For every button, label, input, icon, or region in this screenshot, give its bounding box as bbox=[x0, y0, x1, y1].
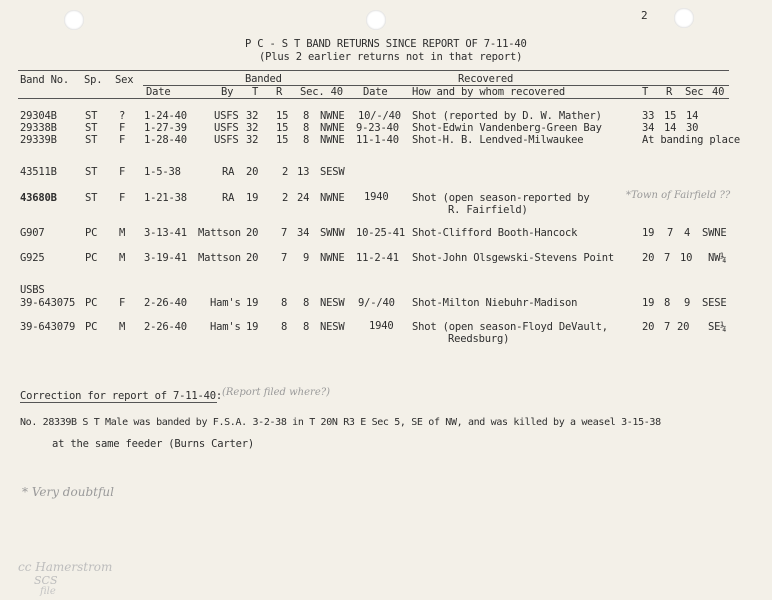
how-recovered-cont: Reedsburg) bbox=[448, 333, 510, 345]
col-rec-40: 40 bbox=[712, 86, 725, 98]
punch-hole bbox=[64, 10, 84, 30]
rec-forty: SWNE bbox=[702, 227, 727, 239]
species: PC bbox=[85, 227, 98, 239]
species: ST bbox=[85, 110, 98, 122]
recovered-date: 9-23-40 bbox=[356, 122, 399, 134]
banded-date: 1-24-40 bbox=[144, 110, 187, 122]
footnote-handwritten: * Very doubtful bbox=[22, 485, 114, 499]
forty: NESW bbox=[320, 321, 345, 333]
range: 15 bbox=[276, 122, 289, 134]
how-recovered: Shot-John Olsgewski-Stevens Point bbox=[412, 252, 615, 264]
col-how: How and by whom recovered bbox=[412, 86, 566, 98]
species: ST bbox=[85, 192, 98, 204]
header-rule-top bbox=[18, 70, 729, 71]
col-rec-range: R bbox=[666, 86, 673, 98]
forty: SESW bbox=[320, 166, 345, 178]
recovered-date: 9/-/40 bbox=[358, 297, 395, 309]
banded-by: RA bbox=[222, 166, 235, 178]
rec-range: 8 bbox=[664, 297, 671, 309]
col-recovered-date: Date bbox=[363, 86, 388, 98]
col-sex: Sex bbox=[115, 74, 134, 86]
range: 8 bbox=[281, 321, 288, 333]
band-no: 29339B bbox=[20, 134, 57, 146]
signature-line-3: file bbox=[40, 586, 56, 597]
how-recovered: Shot-Edwin Vandenberg-Green Bay bbox=[412, 122, 602, 134]
township: 19 bbox=[246, 192, 259, 204]
rec-section: 9 bbox=[684, 297, 691, 309]
recovered-date: 1940 bbox=[364, 191, 389, 203]
page-number: 2 bbox=[641, 9, 648, 22]
recovered-date: 10/-/40 bbox=[358, 110, 401, 122]
section: 13 bbox=[297, 166, 310, 178]
col-by: By bbox=[221, 86, 234, 98]
banded-date: 1-27-39 bbox=[144, 122, 187, 134]
col-recovered: Recovered bbox=[458, 73, 514, 85]
township: 19 bbox=[246, 321, 259, 333]
how-recovered: Shot-H. B. Lendved-Milwaukee bbox=[412, 134, 584, 146]
rec-location-note: At banding place bbox=[642, 134, 740, 146]
banded-by: Ham's bbox=[210, 297, 241, 309]
forty: NWNE bbox=[320, 252, 345, 264]
sex: M bbox=[119, 252, 126, 264]
col-species: Sp. bbox=[84, 74, 103, 86]
forty: NWNE bbox=[320, 122, 345, 134]
recovered-date: 11-2-41 bbox=[356, 252, 399, 264]
how-recovered: Shot-Milton Niebuhr-Madison bbox=[412, 297, 578, 309]
township: 19 bbox=[246, 297, 259, 309]
rec-township: 34 bbox=[642, 122, 655, 134]
range: 2 bbox=[282, 192, 289, 204]
rec-range: 7 bbox=[667, 227, 674, 239]
sex: F bbox=[119, 192, 126, 204]
range: 2 bbox=[282, 166, 289, 178]
forty: NWNE bbox=[320, 134, 345, 146]
how-recovered: Shot-Clifford Booth-Hancock bbox=[412, 227, 578, 239]
section: 34 bbox=[297, 227, 310, 239]
forty: NWNE bbox=[320, 110, 345, 122]
section: 8 bbox=[303, 110, 310, 122]
rec-township: 19 bbox=[642, 227, 655, 239]
forty: NESW bbox=[320, 297, 345, 309]
species: PC bbox=[85, 252, 98, 264]
rec-township: 20 bbox=[642, 252, 655, 264]
banded-by: USFS bbox=[214, 134, 239, 146]
recovered-date: 1940 bbox=[369, 320, 394, 332]
species: ST bbox=[85, 166, 98, 178]
how-recovered: Shot (open season-Floyd DeVault, bbox=[412, 321, 608, 333]
sex: M bbox=[119, 321, 126, 333]
rec-forty: NW¼ bbox=[708, 252, 727, 264]
col-range: R bbox=[276, 86, 283, 98]
band-no: 29304B bbox=[20, 110, 57, 122]
township: 32 bbox=[246, 122, 259, 134]
rec-section: 30 bbox=[686, 122, 699, 134]
banded-by: Mattson bbox=[198, 227, 241, 239]
sex: M bbox=[119, 227, 126, 239]
rec-range: 15 bbox=[664, 110, 677, 122]
banded-date: 1-28-40 bbox=[144, 134, 187, 146]
range: 15 bbox=[276, 134, 289, 146]
section: 8 bbox=[303, 297, 310, 309]
rec-township: 20 bbox=[642, 321, 655, 333]
sex: F bbox=[119, 134, 126, 146]
how-recovered-cont: R. Fairfield) bbox=[448, 204, 528, 216]
rec-range: 7 bbox=[664, 321, 671, 333]
sex: F bbox=[119, 166, 126, 178]
page-subtitle: (Plus 2 earlier returns not in that report) bbox=[259, 51, 523, 63]
recovered-date: 10-25-41 bbox=[356, 227, 405, 239]
banded-by: USFS bbox=[214, 122, 239, 134]
banded-date: 2-26-40 bbox=[144, 297, 187, 309]
section: 8 bbox=[303, 134, 310, 146]
forty: NWNE bbox=[320, 192, 345, 204]
banded-by: USFS bbox=[214, 110, 239, 122]
col-township: T bbox=[252, 86, 259, 98]
margin-note: *Town of Fairfield ?? bbox=[626, 190, 731, 201]
banded-date: 3-13-41 bbox=[144, 227, 187, 239]
banded-date: 1-21-38 bbox=[144, 192, 187, 204]
section: 8 bbox=[303, 321, 310, 333]
township: 32 bbox=[246, 110, 259, 122]
banded-by: Mattson bbox=[198, 252, 241, 264]
signature-line-2: SCS bbox=[34, 574, 58, 587]
page-title: P C - S T BAND RETURNS SINCE REPORT OF 7-11-40 bbox=[245, 38, 527, 50]
band-no: 43680B bbox=[20, 192, 57, 204]
band-no: 29338B bbox=[20, 122, 57, 134]
rec-section: 4 bbox=[684, 227, 691, 239]
rec-section: 20 bbox=[677, 321, 690, 333]
rec-forty: SESE bbox=[702, 297, 727, 309]
col-banded: Banded bbox=[245, 73, 282, 85]
band-no: 43511B bbox=[20, 166, 57, 178]
header-rule-bottom bbox=[18, 98, 729, 99]
banded-by: RA bbox=[222, 192, 235, 204]
section: 8 bbox=[303, 122, 310, 134]
correction-text-cont: at the same feeder (Burns Carter) bbox=[52, 438, 255, 450]
band-no: G907 bbox=[20, 227, 45, 239]
species: PC bbox=[85, 297, 98, 309]
rec-section: 10 bbox=[680, 252, 693, 264]
punch-hole bbox=[366, 10, 386, 30]
township: 32 bbox=[246, 134, 259, 146]
correction-underline bbox=[20, 402, 217, 403]
range: 8 bbox=[281, 297, 288, 309]
township: 20 bbox=[246, 227, 259, 239]
species: ST bbox=[85, 122, 98, 134]
township: 20 bbox=[246, 252, 259, 264]
rec-range: 14 bbox=[664, 122, 677, 134]
forty: SWNW bbox=[320, 227, 345, 239]
col-rec-sec: Sec bbox=[685, 86, 704, 98]
range: 7 bbox=[281, 252, 288, 264]
rec-township: 33 bbox=[642, 110, 655, 122]
col-band-no: Band No. bbox=[20, 74, 69, 86]
rec-forty: SE¼ bbox=[708, 321, 727, 333]
band-no: 39-643079 bbox=[20, 321, 76, 333]
banded-date: 2-26-40 bbox=[144, 321, 187, 333]
rec-township: 19 bbox=[642, 297, 655, 309]
banded-date: 1-5-38 bbox=[144, 166, 181, 178]
how-recovered: Shot (reported by D. W. Mather) bbox=[412, 110, 602, 122]
rec-section: 14 bbox=[686, 110, 699, 122]
sex: F bbox=[119, 297, 126, 309]
how-recovered: Shot (open season-reported by bbox=[412, 192, 590, 204]
section: 24 bbox=[297, 192, 310, 204]
species: ST bbox=[85, 134, 98, 146]
col-sec40: Sec. 40 bbox=[300, 86, 343, 98]
species: PC bbox=[85, 321, 98, 333]
col-banded-date: Date bbox=[146, 86, 171, 98]
correction-text: No. 28339B S T Male was banded by F.S.A. 3-2-38 in T 20N R3 E Sec 5, SE of NW, and was killed by a weasel 3-15-38 bbox=[20, 417, 661, 428]
banded-by: Ham's bbox=[210, 321, 241, 333]
correction-heading: Correction for report of 7-11-40: bbox=[20, 390, 223, 402]
band-no: 39-643075 bbox=[20, 297, 76, 309]
signature-line-1: cc Hamerstrom bbox=[18, 560, 113, 574]
correction-handwritten-note: (Report filed where?) bbox=[222, 387, 330, 398]
banded-date: 3-19-41 bbox=[144, 252, 187, 264]
sex: ? bbox=[119, 110, 126, 122]
section: 9 bbox=[303, 252, 310, 264]
band-prefix: USBS bbox=[20, 284, 45, 296]
range: 7 bbox=[281, 227, 288, 239]
punch-hole bbox=[674, 8, 694, 28]
range: 15 bbox=[276, 110, 289, 122]
sex: F bbox=[119, 122, 126, 134]
rec-range: 7 bbox=[664, 252, 671, 264]
col-rec-township: T bbox=[642, 86, 649, 98]
township: 20 bbox=[246, 166, 259, 178]
band-no: G925 bbox=[20, 252, 45, 264]
recovered-date: 11-1-40 bbox=[356, 134, 399, 146]
